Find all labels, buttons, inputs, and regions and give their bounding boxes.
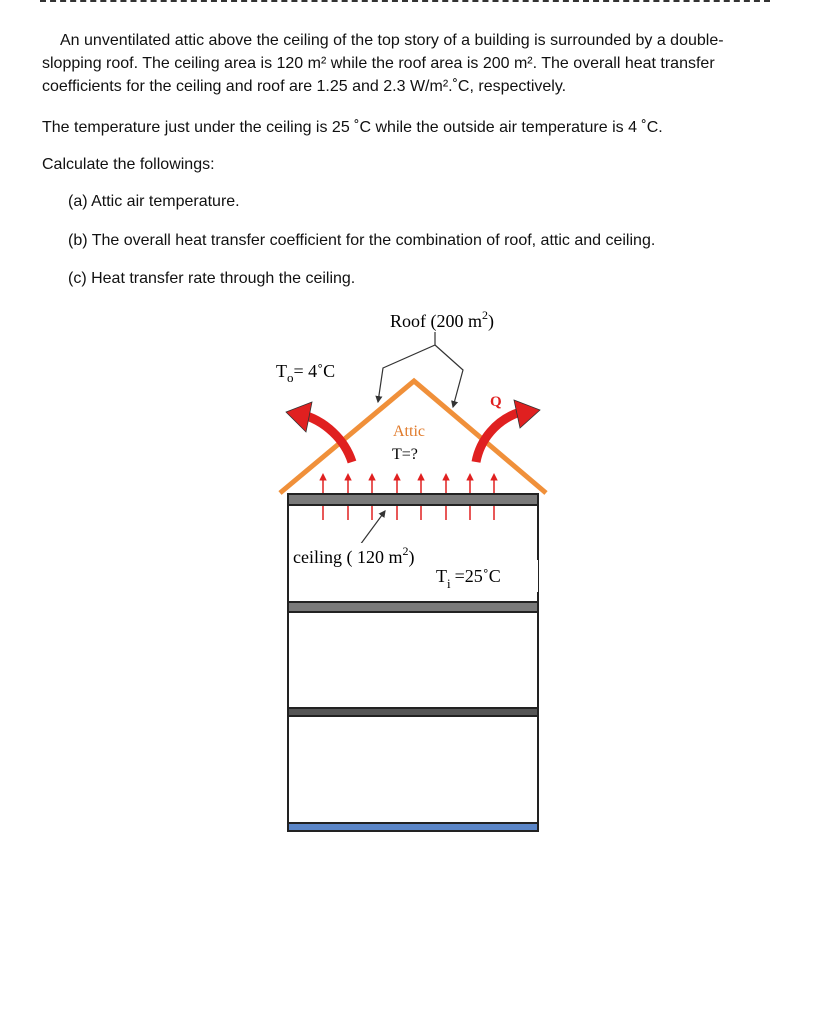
heat-arrowhead-right xyxy=(514,400,540,428)
ground-slab xyxy=(288,823,538,831)
outside-temp-label: $T_o=$ 4˚C xyxy=(276,361,336,385)
heat-arrowhead-left xyxy=(286,402,312,432)
question-b: (b) The overall heat transfer coefficient for the combination of roof, attic and ceiling. xyxy=(68,232,656,249)
question-a: (a) Attic air temperature. xyxy=(68,193,240,210)
floor-slab-2 xyxy=(288,708,538,716)
ceiling-slab xyxy=(288,494,538,505)
inside-temp-label: $T_i$ =25˚C xyxy=(436,566,501,591)
problem-temperatures: The temperature just under the ceiling is 25 ˚C while the outside air temperature is 4 ˚C. xyxy=(42,119,663,136)
heat-q-label: Q xyxy=(490,394,502,410)
problem-intro: An unventilated attic above the ceiling of the top story of a building is surrounded by a double-slopping roof. The ceiling area is 120 m² while the roof area is 200 m². The overall heat transfer coefficients for the ceiling and roof are 1.25 and 2.3 W/m².˚C, respectively. xyxy=(42,32,724,95)
attic-temp-label: T=? xyxy=(392,446,418,463)
roof-label: Roof (200 $m^2$) xyxy=(390,308,494,331)
roof-pointer-right xyxy=(435,345,463,407)
problem-prompt: Calculate the followings: xyxy=(42,156,215,173)
question-c: (c) Heat transfer rate through the ceiling. xyxy=(68,270,356,287)
ceiling-label: ceiling ( 120 $m^2$) xyxy=(293,544,415,567)
attic-label: Attic xyxy=(393,423,425,440)
floor-slab-1 xyxy=(288,602,538,612)
